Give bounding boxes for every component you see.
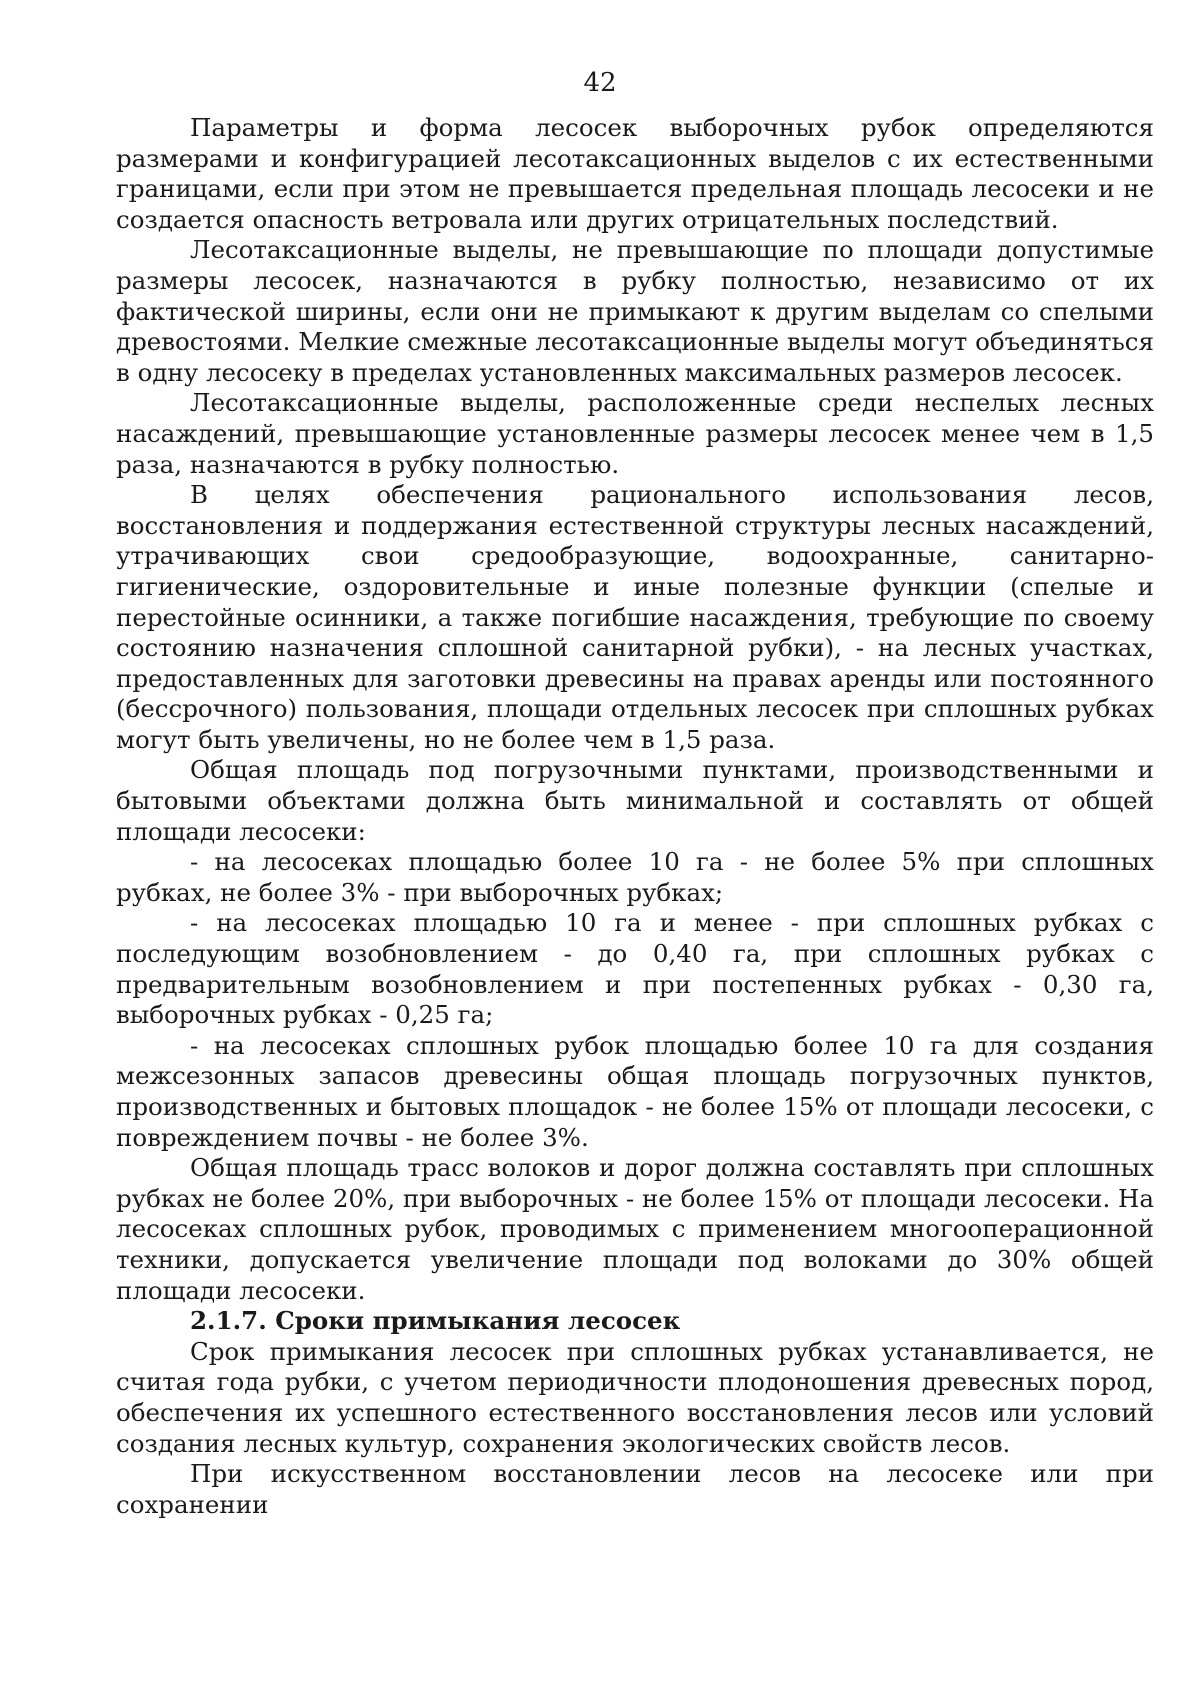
page-number: 42 bbox=[583, 68, 617, 98]
paragraph-adjacency-period: Срок примыкания лесосек при сплошных рубках устанавливается, не считая года рубки, с учетом периодичности плодоношения древесных пород, обеспечения их успешного естественного восстановления лесов или условий создания лесных культур, сохранения экологических свойств лесов. bbox=[116, 1336, 1154, 1458]
paragraph-immature-stands: Лесотаксационные выделы, расположенные среди неспелых лесных насаждений, превышающие установленные размеры лесосек менее чем в 1,5 раза, назначаются в рубку полностью. bbox=[116, 388, 1154, 479]
list-item-10-ha-or-less: - на лесосеках площадью 10 га и менее - при сплошных рубках с последующим возобновлением - до 0,40 га, при сплошных рубках с предварительным возобновлением и при постепенных рубках - 0,30 га, выборочных рубках - 0,25 га; bbox=[116, 908, 1154, 1030]
list-item-over-10-ha: - на лесосеках площадью более 10 га - не более 5% при сплошных рубках, не более 3% - при выборочных рубках; bbox=[116, 847, 1154, 907]
paragraph-selective-cutting-parameters: Параметры и форма лесосек выборочных рубок определяются размерами и конфигурацией лесотаксационных выделов с их естественными границами, если при этом не превышается предельная площадь лесосеки и не создается опасность ветровала или других отрицательных последствий. bbox=[116, 113, 1154, 234]
paragraph-area-increase: В целях обеспечения рационального использования лесов, восстановления и поддержания естественной структуры лесных насаждений, утрачивающих свои средообразующие, водоохранные, санитарно-гигиенические, оздоровительные и иные полезные функции (спелые и перестойные осинники, а также погибшие насаждения, требующие по своему состоянию назначения сплошной санитарной рубки), - на лесных участках, предоставленных для заготовки древесины на правах аренды или постоянного (бессрочного) пользования, площади отдельных лесосек при сплошных рубках могут быть увеличены, но не более чем в 1,5 раза. bbox=[116, 480, 1154, 754]
paragraph-loading-points-area: Общая площадь под погрузочными пунктами, производственными и бытовыми объектами должна быть минимальной и составлять от общей площади лесосеки: bbox=[116, 755, 1154, 846]
paragraph-stand-allocation: Лесотаксационные выделы, не превышающие по площади допустимые размеры лесосек, назначаются в рубку полностью, независимо от их фактической ширины, если они не примыкают к другим выделам со спелыми древостоями. Мелкие смежные лесотаксационные выделы могут объединяться в одну лесосеку в пределах установленных максимальных размеров лесосек. bbox=[116, 235, 1154, 387]
list-item-off-season-stock: - на лесосеках сплошных рубок площадью более 10 га для создания межсезонных запасов древесины общая площадь погрузочных пунктов, производственных и бытовых площадок - не более 15% от площади лесосеки, с повреждением почвы - не более 3%. bbox=[116, 1030, 1154, 1152]
page-body bbox=[116, 113, 1154, 1520]
section-heading: 2.1.7. Сроки примыкания лесосек bbox=[190, 1306, 681, 1336]
paragraph-artificial-regeneration: При искусственном восстановлении лесов на лесосеке или при сохранении bbox=[116, 1459, 1154, 1519]
paragraph-skid-trails-area: Общая площадь трасс волоков и дорог должна составлять при сплошных рубках не более 20%, при выборочных - не более 15% от площади лесосеки. На лесосеках сплошных рубок, проводимых с применением многооперационной техники, допускается увеличение площади под волоками до 30% общей площади лесосеки. bbox=[116, 1153, 1154, 1305]
